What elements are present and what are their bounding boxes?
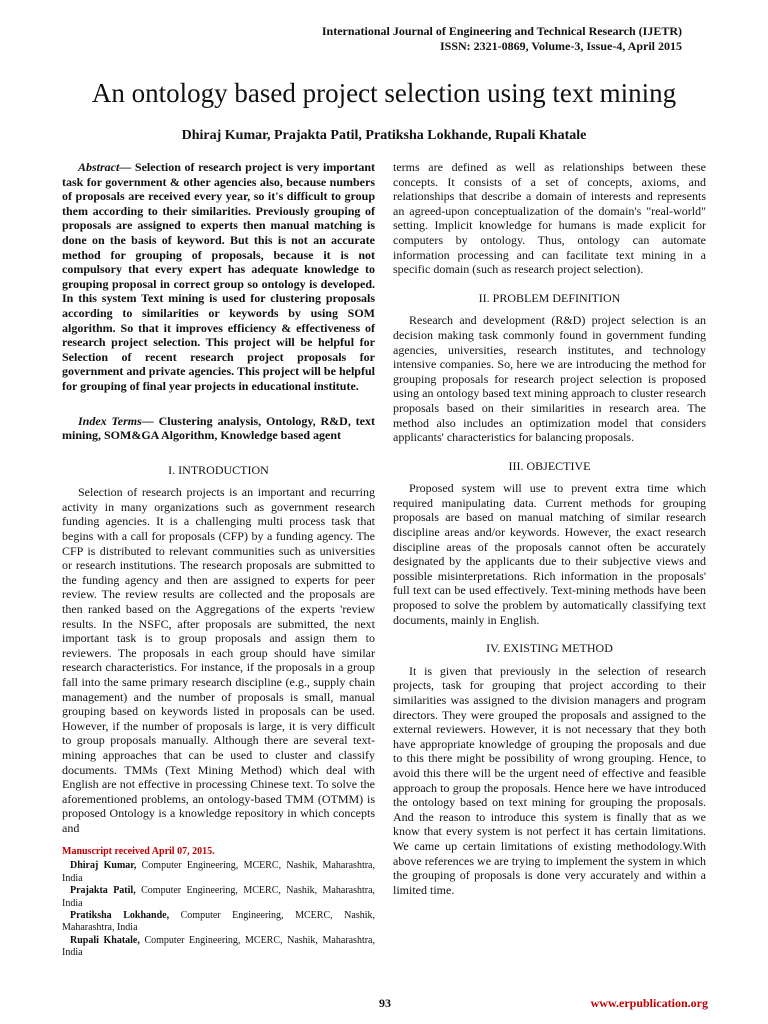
section-heading-existing-method: IV. EXISTING METHOD: [486, 641, 613, 656]
abstract: [62, 160, 375, 394]
right-column: [393, 160, 706, 897]
author-affiliation: Dhiraj Kumar, Computer Engineering, MCERC, Nashik, Maharashtra, India: [62, 860, 375, 884]
journal-header: [162, 24, 682, 54]
index-terms: [62, 414, 375, 443]
existing-method-text: It is given that previously in the selection of research projects, task for grouping that project according to their similarities was assigned to the division managers and program directors. They were grouped the proposals and assigned to the external reviewers. However, it is not necessary that they both have appropriate knowledge of grouping the proposals and due to this there might be possibility of wrong grouping. Hence, to avoid this there will be the urgent need of effective and feasible approach to group the proposals. Hence here we have introduced the ontology based on text mining for grouping the proposals. And the reason to introduce this system is finally that as we know that every system is not perfect it has certain limitations. We came up certain limitations of existing methodology.With above references we are trying to implement the system in which the grouping of proposals is done very accurately and within a limited time.: [393, 663, 706, 897]
author-affiliation: Prajakta Patil, Computer Engineering, MCERC, Nashik, Maharashtra, India: [62, 885, 376, 909]
footnotes: [62, 846, 375, 960]
introduction-text: Selection of research projects is an important and recurring activity in many organizations such as government research funding agencies. It is a challenging multi process task that begins with a call for proposals (CFP) by a funding agency. The CFP is distributed to relevant communities such as universities or research institutions. The research proposals are submitted to the funding agency and then are assigned to experts for peer review. The review results are collected and the proposals are then ranked based on the Aggregations of the experts 'review results. In the NSFC, after proposals are submitted, the next important task is to group proposals and assign them to reviewers. The proposals in each group should have similar research characteristics. For instance, if the proposals in a group fall into the same primary research discipline (e.g., supply chain management) and the number of proposals is small, manual grouping based on keywords listed in proposals can be used. However, if the number of proposals is large, it is very difficult to group proposals manually. Although there are several text-mining approaches that can be used to cluster and classify documents. TMMs (Text Mining Method) which deal with English are not effective in processing Chinese text. To solve the aforementioned problems, an ontology-based TMM (OTMM) is proposed Ontology is a knowledge repository in which concepts and: [62, 485, 375, 835]
objective-text: Proposed system will use to prevent extra time which required manipulating data. Current methods for grouping proposals are based on manual matching of similar research discipline areas and/or keywords. However, the exact research discipline areas of the proposals cannot often be accurately designated by the applicants due to their subjective views and possible misinterpretations. Rich information in the proposals' full text can be used effectively. Text-mining methods have been proposed to solve the problem by automatically classifying text documents, mainly in English.: [393, 481, 706, 627]
left-column: [62, 160, 375, 836]
journal-name: International Journal of Engineering and Technical Research (IJETR): [321, 24, 682, 38]
author-affiliation: Rupali Khatale, Computer Engineering, MCERC, Nashik, Maharashtra, India: [62, 934, 375, 959]
journal-issn: ISSN: 2321-0869, Volume-3, Issue-4, April 2015: [439, 39, 682, 53]
introduction-continuation: terms are defined as well as relationships between these concepts. It consists of a set of concepts, axioms, and relationships that describe a domain of interests and represents an agreed-upon conceptualization of the domain's "real-world" setting. Implicit knowledge for humans is made explicit for computers by ontology. Thus, ontology can automate information processing and can facilitate text mining in a specific domain (such as research project selection).: [393, 160, 706, 277]
page-number: 93: [379, 996, 391, 1010]
website-link[interactable]: www.erpublication.org: [590, 996, 708, 1010]
index-terms-text: Clustering analysis, Ontology, R&D, text mining, SOM&GA Algorithm, Knowledge based agent: [62, 413, 375, 443]
section-heading-problem-definition: II. PROBLEM DEFINITION: [478, 290, 621, 305]
problem-definition-text: Research and development (R&D) project selection is an decision making task commonly found in government funding agencies, universities, research institutes, and technology intensive companies. So, here we are introducing the method for grouping proposals for research project selection is proposed using an ontology based text mining approach to cluster research proposals based on their similarities in research area. The method also includes an optimization model that considers applicants' characteristics for balancing proposals.: [393, 313, 706, 445]
section-heading-objective: III. OBJECTIVE: [508, 458, 591, 473]
author-affiliation: Pratiksha Lokhande, Computer Engineering, MCERC, Nashik, Maharashtra, India: [62, 910, 375, 934]
section-heading-introduction: I. INTRODUCTION: [168, 462, 269, 477]
paper-title: An ontology based project selection using text mining: [91, 78, 677, 108]
index-terms-label: Index Terms—: [78, 413, 154, 428]
manuscript-received: Manuscript received April 07, 2015.: [62, 846, 215, 857]
abstract-text: Selection of research project is very important task for government & other agencies also, because numbers of proposals are received every year, so it's difficult to group them according to their similarities. Previously grouping of proposals are assigned to experts then manual matching is done on the basis of keyword. But this is not an accurate method for grouping of proposals, because it is not compulsory that every expert has adequate knowledge to grouping proposal in correct group so ontology is developed. In this system Text mining is used for clustering proposals according to similarities or keywords by using SOM algorithm. So that it improves efficiency & effectiveness of research project selection. This project will be helpful for Selection of recent research project proposals for government and private agencies. This project will be helpful for grouping of final year projects in educational institute.: [62, 160, 375, 393]
abstract-label: Abstract—: [78, 160, 132, 174]
paper-authors: Dhiraj Kumar, Prajakta Patil, Pratiksha Lokhande, Rupali Khatale: [181, 128, 587, 143]
